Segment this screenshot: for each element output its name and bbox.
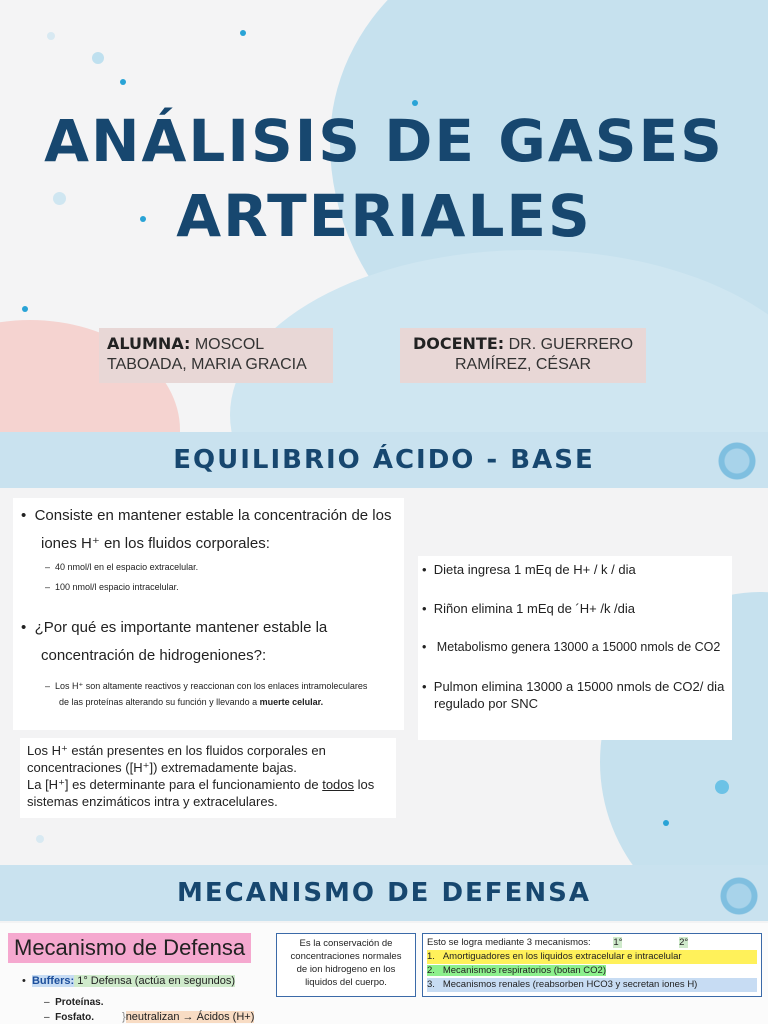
decor-dot (92, 52, 104, 64)
buffer-protein-text: Proteínas. (55, 997, 104, 1008)
student-label: ALUMNA: (107, 334, 191, 353)
mechanism-item: 3. Mecanismos renales (reabsorben HCO3 y secretan iones H) (427, 978, 757, 992)
balance-item-kidney: Riñon elimina 1 mEq de ´H+ /k /dia (433, 601, 636, 616)
balance-item: • Metabolismo genera 13000 a 15000 nmols de CO2 (422, 640, 721, 654)
bullet-def-line2: iones H⁺ en los fluidos corporales: (41, 535, 270, 552)
title-line-2: ARTERIALES (176, 181, 592, 250)
note-line3-underline: todos (322, 777, 355, 792)
note-line1: Los H⁺ están presentes en los fluidos corporales en (27, 743, 326, 758)
balance-item: • Dieta ingresa 1 mEq de H+ / k / dia (422, 562, 636, 577)
mechanisms-box (422, 933, 762, 997)
equilibrium-slide (0, 432, 768, 865)
concept-panel (13, 498, 404, 730)
balance-panel (418, 556, 732, 740)
sub-extracellular: – 40 nmol/l en el espacio extracelular. (45, 562, 199, 572)
decor-dot (22, 306, 28, 312)
student-name-2: TABOADA, MARIA GRACIA (107, 356, 307, 373)
sub-reactive: – Los H⁺ son altamente reactivos y reaccionan con los enlaces intramoleculares de las proteínas alterando su función y llevando a muerte celular. (45, 681, 368, 707)
title-line-1: ANÁLISIS DE GASES (44, 107, 724, 175)
student-box (99, 328, 333, 383)
buffers-line: • Buffers: 1° Defensa (actúa en segundos) (22, 975, 236, 987)
second-badge: 2° (679, 937, 689, 948)
title-slide (0, 0, 768, 432)
mechanism-item: 1. Amortiguadores en los liquidos extracelular e intracelular (427, 950, 757, 964)
balance-item-lung-2: regulado por SNC (434, 696, 539, 711)
sub-extracellular-text: 40 nmol/l en el espacio extracelular. (55, 562, 199, 572)
student-name-1: MOSCOL (190, 336, 265, 353)
note-panel (20, 738, 396, 818)
neutralize-label: neutralizan → Ácidos (H+) (125, 1011, 255, 1023)
balance-item-lung: Pulmon elimina 13000 a 15000 nmols de CO2/ dia (433, 679, 725, 694)
virus-icon (718, 442, 756, 480)
sub-reactive-line2: de las proteínas alterando su función y llevando a (59, 697, 260, 707)
decor-dot (412, 100, 418, 106)
note-line3-pre: La [H⁺] es determinante para el funcionamiento de (27, 777, 323, 792)
decor-dot (120, 79, 126, 85)
balance-item: • Riñon elimina 1 mEq de ´H+ /k /dia (422, 601, 636, 616)
bullet-q-line1: ¿Por qué es importante mantener estable la (34, 619, 328, 636)
buffers-text: 1° Defensa (actúa en segundos) (74, 975, 236, 987)
mechanism-title: Mecanismo de Defensa (8, 933, 251, 963)
bullet-def-line1: Consiste en mantener estable la concentración de los (34, 507, 392, 524)
balance-item-diet: Dieta ingresa 1 mEq de H+ / k / dia (433, 562, 636, 577)
sub-intracellular-text: 100 nmol/l espacio intracelular. (55, 582, 179, 592)
decor-dot (47, 32, 55, 40)
note-line3-post: los (354, 777, 375, 792)
sub-reactive-line1: Los H⁺ son altamente reactivos y reaccionan con los enlaces intramoleculares (55, 681, 368, 691)
sub-intracellular: – 100 nmol/l espacio intracelular. (45, 582, 179, 592)
mechanism-respiratory: Mecanismos respiratorios (botan CO2) (442, 965, 606, 976)
section-title: MECANISMO DE DEFENSA (177, 878, 591, 908)
buffers-label: Buffers: (31, 975, 75, 987)
note-line3 (27, 776, 389, 793)
conservation-line: Es la conservación de (299, 938, 393, 949)
neutralize-text: }neutralizan → Ácidos (H+) (122, 1011, 255, 1023)
mechanisms-intro (427, 936, 757, 950)
conservation-line: concentraciones normales (290, 951, 402, 962)
teacher-label: DOCENTE: (412, 334, 505, 353)
defense-slide (0, 865, 768, 1024)
presentation-title (0, 108, 768, 249)
balance-item: • Pulmon elimina 13000 a 15000 nmols de CO2/ dia (422, 679, 725, 694)
decor-dot (663, 820, 669, 826)
teacher-name-2: RAMÍREZ, CÉSAR (454, 356, 591, 373)
section-title: EQUILIBRIO ÁCIDO - BASE (173, 445, 595, 475)
bullet-q-line2: concentración de hidrogeniones?: (41, 647, 267, 664)
section-band (0, 432, 768, 488)
conservation-box (276, 933, 416, 997)
buffer-phosphate: – Fosfato. (44, 1012, 95, 1023)
buffer-phosphate-text: Fosfato. (55, 1012, 95, 1023)
teacher-name-1: DR. GUERRERO (504, 336, 634, 353)
conservation-line: liquidos del cuerpo. (305, 977, 387, 988)
note-line2: concentraciones ([H⁺]) extremadamente bajas. (27, 760, 297, 775)
bullet-definition: • Consiste en mantener estable la concentración de los iones H⁺ en los fluidos corporales: (21, 502, 396, 558)
balance-item-metabolism: Metabolismo genera 13000 a 15000 nmols de CO2 (433, 640, 721, 654)
mechanism-buffers: Amortiguadores en los liquidos extracelular e intracelular (442, 951, 682, 962)
section-band (0, 865, 768, 921)
first-badge: 1° (613, 937, 623, 948)
decor-dot (240, 30, 246, 36)
bullet-question: • ¿Por qué es importante mantener estable la concentración de hidrogeniones?: (21, 614, 396, 670)
cell-death-text: muerte celular. (259, 697, 324, 707)
buffer-protein: – Proteínas. (44, 997, 104, 1008)
mechanisms-intro-text: Esto se logra mediante 3 mecanismos: (427, 937, 591, 948)
decor-dot (36, 835, 44, 843)
decor-dot (715, 780, 729, 794)
mechanism-renal: Mecanismos renales (reabsorben HCO3 y secretan iones H) (442, 979, 698, 990)
conservation-line: de ion hidrogeno en los (296, 964, 396, 975)
mechanism-item: 2. Mecanismos respiratorios (botan CO2) (427, 965, 606, 976)
virus-icon (720, 877, 758, 915)
teacher-box (400, 328, 646, 383)
note-line4: sistemas enzimáticos intra y extracelulares. (27, 794, 278, 809)
